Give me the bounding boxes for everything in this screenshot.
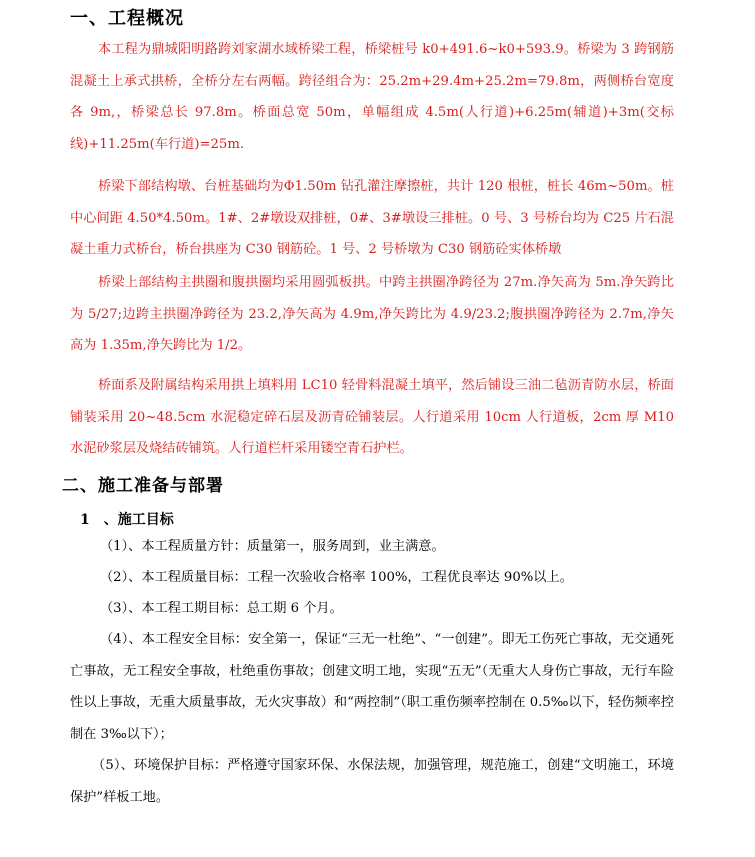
goal-item-3: （3）、本工程工期目标：总工期 6 个月。 [100,601,343,616]
overview-paragraph-1: 本工程为鼎城阳明路跨刘家湖水域桥梁工程，桥梁桩号 k0+491.6~k0+593.9。桥梁为 3 跨钢筋混凝土上承式拱桥，全桥分左右两幅。跨径组合为：25.2m+29.4m+25.2m=79.8m，两侧桥台宽度各 9m,，桥梁总长 97.8m。桥面总宽 50m，单幅组成 4.5m(人行道)+6.25m(辅道)+3m(交标线)+11.25m(车行道)=25m. [70,42,674,152]
goal-item-5: （5）、环境保护目标：严格遵守国家环保、水保法规，加强管理，规范施工，创建“文明施工，环境保护”样板工地。 [70,758,674,805]
overview-paragraph-3: 桥梁上部结构主拱圈和腹拱圈均采用圆弧板拱。中跨主拱圈净跨径为 27m.净矢高为 5m.净矢跨比为 5/27;边跨主拱圈净跨径为 23.2,净矢高为 4.9m,净矢跨比为 4.9/23.2;腹拱圈净跨径为 2.7m,净矢高为 1.35m,净矢跨比为 1/2。 [70,275,674,353]
section-2-heading: 二、施工准备与部署 [62,476,224,496]
goal-item-1: （1）、本工程质量方针：质量第一，服务周到，业主满意。 [100,539,445,554]
goal-item-2: （2）、本工程质量目标：工程一次验收合格率 100%，工程优良率达 90%以上。 [100,570,573,585]
subsection-heading: 1 、施工目标 [80,512,174,528]
goal-item-4: （4）、本工程安全目标：安全第一，保证“三无一杜绝”、“一创建”。即无工伤死亡事故，无交通死亡事故，无工程安全事故，杜绝重伤事故；创建文明工地，实现“五无”（无重大人身伤亡事故，无行车险性以上事故，无重大质量事故，无火灾事故）和“两控制”（职工重伤频率控制在 0.5‰以下，轻伤频率控制在 3‰以下）； [70,632,674,742]
overview-paragraph-2: 桥梁下部结构墩、台桩基础均为Φ1.50m 钻孔灌注摩擦桩，共计 120 根桩，桩长 46m~50m。桩中心间距 4.50*4.50m。1#、2#墩设双排桩，0#、3#墩设三排桩。0 号、3 号桥台均为 C25 片石混凝土重力式桥台，桥台拱座为 C30 钢筋砼。1 号、2 号桥墩为 C30 钢筋砼实体桥墩 [70,179,674,257]
overview-paragraph-4: 桥面系及附属结构采用拱上填料用 LC10 轻骨料混凝土填平，然后铺设三油二毡沥青防水层，桥面铺装采用 20~48.5cm 水泥稳定碎石层及沥青砼铺装层。人行道采用 10cm 人行道板，2cm 厚 M10 水泥砂浆层及烧结砖铺筑。人行道栏杆采用镂空青石护栏。 [70,378,674,456]
section-1-heading: 一、工程概况 [70,8,184,29]
